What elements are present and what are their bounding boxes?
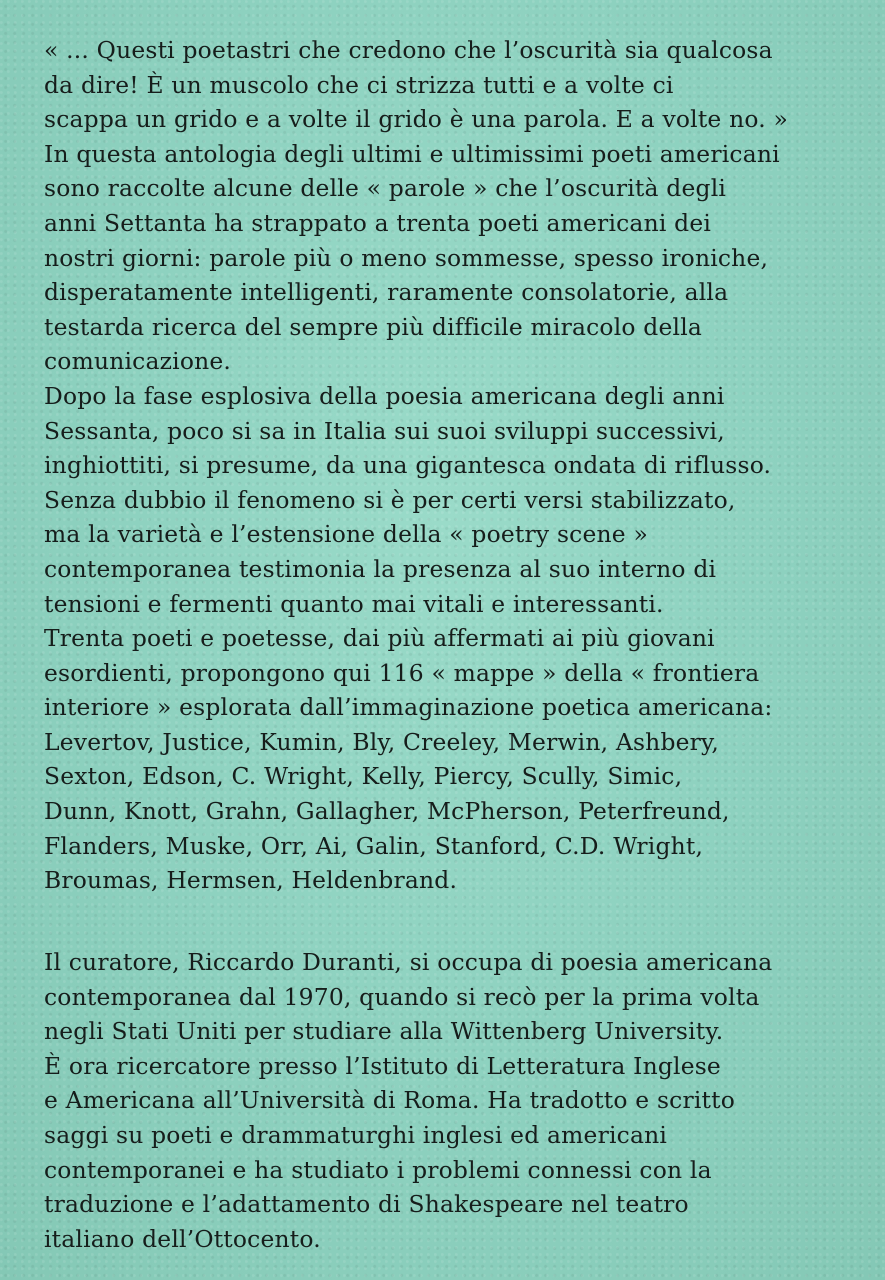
bio-line: traduzione e l’adattamento di Shakespeare nel teatro	[44, 1190, 689, 1219]
poet-list-line: Levertov, Justice, Kumin, Bly, Creeley, Merwin, Ashbery,	[44, 727, 719, 756]
editor-bio	[44, 945, 772, 1256]
blurb-line: tensioni e fermenti quanto mai vitali e interessanti.	[44, 589, 664, 618]
blurb-line: scappa un grido e a volte il grido è una parola. E a volte no. »	[44, 105, 789, 134]
blurb-line: contemporanea testimonia la presenza al suo interno di	[44, 554, 717, 583]
blurb-line: In questa antologia degli ultimi e ultimissimi poeti americani	[44, 139, 780, 168]
bio-line: saggi su poeti e drammaturghi inglesi ed americani	[44, 1120, 668, 1149]
blurb-line: da dire! È un muscolo che ci strizza tutti e a volte ci	[44, 70, 674, 99]
poet-list-line: Flanders, Muske, Orr, Ai, Galin, Stanford, C.D. Wright,	[44, 831, 704, 860]
blurb-line: ma la varietà e l’estensione della « poetry scene »	[44, 520, 648, 549]
blurb-line: sono raccolte alcune delle « parole » che l’oscurità degli	[44, 174, 727, 203]
blurb-line: disperatamente intelligenti, raramente consolatorie, alla	[44, 278, 729, 307]
poet-list-line: Broumas, Hermsen, Heldenbrand.	[44, 866, 458, 895]
blurb-line: interiore » esplorata dall’immaginazione poetica americana:	[44, 693, 773, 722]
bio-line: contemporanei e ha studiato i problemi connessi con la	[44, 1155, 712, 1184]
bio-line: Il curatore, Riccardo Duranti, si occupa di poesia americana	[44, 948, 773, 976]
blurb-line: Sessanta, poco si sa in Italia sui suoi sviluppi successivi,	[44, 416, 725, 445]
poet-list-line: Sexton, Edson, C. Wright, Kelly, Piercy, Scully, Simic,	[44, 762, 683, 791]
blurb-line: nostri giorni: parole più o meno sommesse, spesso ironiche,	[44, 243, 769, 272]
blurb-line: « ... Questi poetastri che credono che l’oscurità sia qualcosa	[44, 36, 773, 64]
blurb-line: Trenta poeti e poetesse, dai più affermati ai più giovani	[44, 624, 715, 653]
blurb-line: testarda ricerca del sempre più difficile miracolo della	[44, 312, 703, 341]
poet-list-line: Dunn, Knott, Grahn, Gallagher, McPherson, Peterfreund,	[44, 797, 730, 826]
blurb-line: anni Settanta ha strappato a trenta poeti americani dei	[44, 208, 712, 237]
bio-line: italiano dell’Ottocento.	[44, 1224, 321, 1253]
blurb-line: inghiottiti, si presume, da una gigantesca ondata di riflusso.	[44, 451, 772, 480]
bio-line: contemporanea dal 1970, quando si recò per la prima volta	[44, 982, 760, 1011]
blurb-line: Dopo la fase esplosiva della poesia americana degli anni	[44, 381, 725, 410]
bio-line: e Americana all’Università di Roma. Ha tradotto e scritto	[44, 1086, 736, 1115]
blurb-text	[44, 33, 788, 898]
blurb-line: comunicazione.	[44, 347, 232, 376]
bio-line: È ora ricercatore presso l’Istituto di Letteratura Inglese	[44, 1051, 721, 1080]
blurb-line: Senza dubbio il fenomeno si è per certi versi stabilizzato,	[44, 485, 736, 514]
blurb-line: esordienti, propongono qui 116 « mappe » della « frontiera	[44, 658, 760, 687]
bio-line: negli Stati Uniti per studiare alla Wittenberg University.	[44, 1017, 724, 1046]
